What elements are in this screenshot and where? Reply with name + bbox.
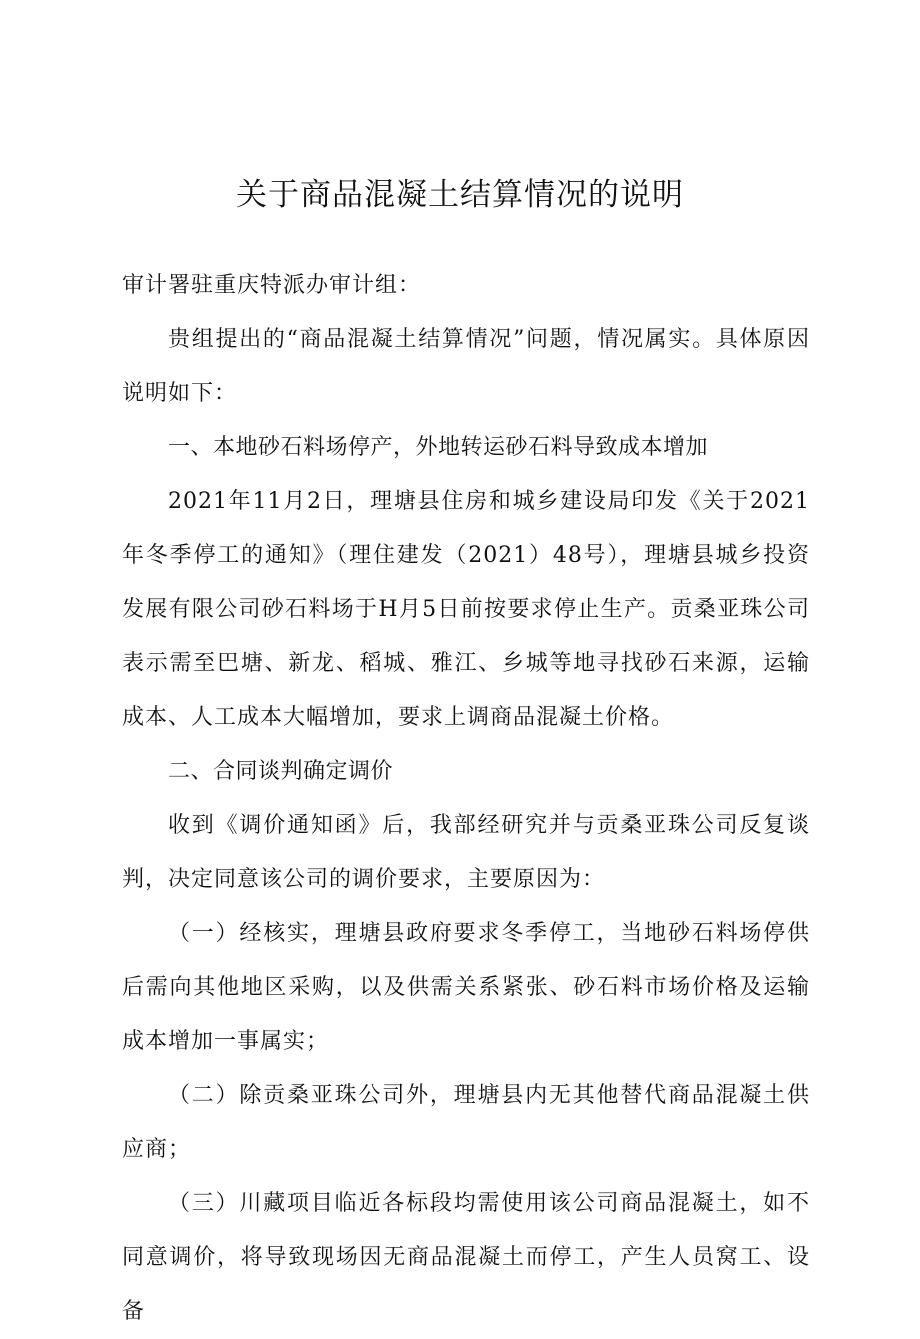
reason-3-paragraph: （三）川藏项目临近各标段均需使用该公司商品混凝土，如不同意调价，将导致现场因无商品混凝土而停工，产生人员窝工、设备 <box>122 1191 810 1324</box>
section-heading-1: 一、本地砂石料场停产，外地转运砂石料导致成本增加 <box>168 435 709 460</box>
reason-2-paragraph: （二）除贡桑亚珠公司外，理塘县内无其他替代商品混凝土供应商； <box>122 1083 810 1162</box>
recipient-line: 审计署驻重庆特派办审计组： <box>122 273 422 298</box>
document-body <box>122 259 810 1339</box>
reason-1-paragraph: （一）经核实，理塘县政府要求冬季停工，当地砂石料场停供后需向其他地区采购，以及供需关系紧张、砂石料市场价格及运输成本增加一事属实； <box>122 921 810 1054</box>
section-heading-2: 二、合同谈判确定调价 <box>168 759 394 784</box>
section-2-paragraph: 收到《调价通知函》后，我部经研究并与贡桑亚珠公司反复谈判，决定同意该公司的调价要求，主要原因为： <box>122 813 810 892</box>
section-1-paragraph: 2021年11月2日，理塘县住房和城乡建设局印发《关于2021年冬季停工的通知》（理住建发（2021）48号），理塘县城乡投资发展有限公司砂石料场于H月5日前按要求停止生产。贡桑亚珠公司表示需至巴塘、新龙、稻城、雅江、乡城等地寻找砂石来源，运输成本、人工成本大幅增加，要求上调商品混凝土价格。 <box>122 489 810 730</box>
intro-paragraph: 贵组提出的“商品混凝土结算情况”问题，情况属实。具体原因说明如下： <box>122 327 810 406</box>
document-title: 关于商品混凝土结算情况的说明 <box>236 177 684 213</box>
